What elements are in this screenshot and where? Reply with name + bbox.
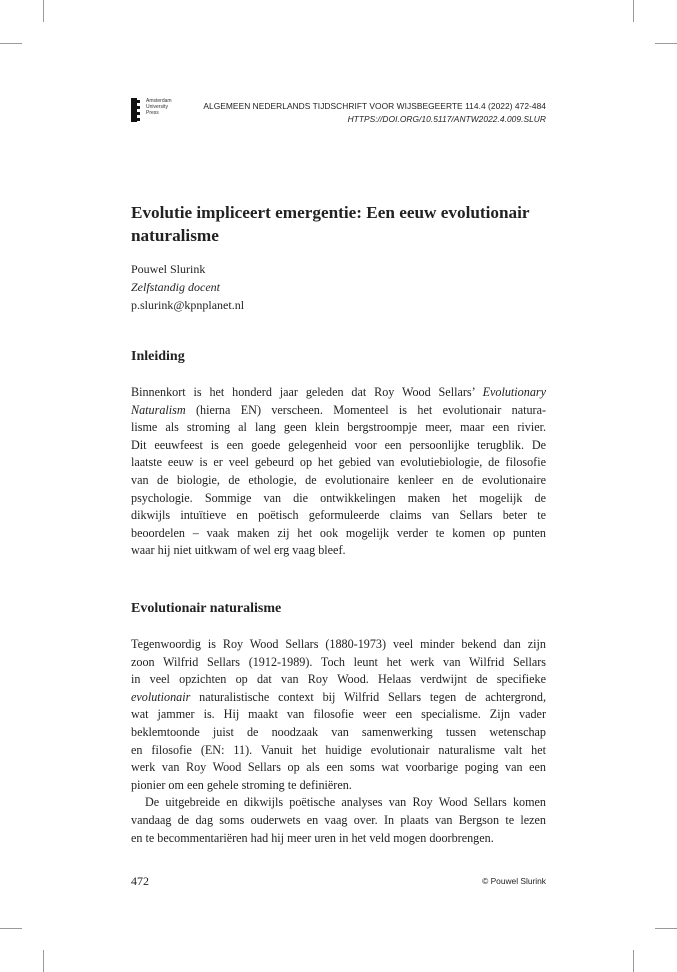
page-number: 472 <box>131 874 149 888</box>
copyright-notice: © Pouwel Slurink <box>482 876 546 886</box>
crop-mark <box>0 928 22 929</box>
crop-mark <box>0 43 22 44</box>
crop-mark <box>43 0 44 22</box>
author-block <box>131 260 244 314</box>
author-name: Pouwel Slurink <box>131 262 206 276</box>
doi-link[interactable]: HTTPS://DOI.ORG/10.5117/ANTW2022.4.009.SLUR <box>347 114 546 124</box>
paragraph: Tegenwoordig is Roy Wood Sellars (1880-1973) veel minder bekend dan zijn zoon Wilfrid Sellars (1912-1989). Toch leunt het werk van Wilfrid Sellars in veel opzichten op dat van Roy Wood. Helaas verdwijnt de specifieke evolutionair naturalistische context bij Wilfrid Sellars tegen de achtergrond, wat jammer is. Hij maakt van filosofie weer een specialisme. Zijn vader beklemtoonde juist de noodzaak van samenwerking tussen wetenschap en filosofie (EN: 11). Vanuit het huidige evolutionair naturalisme valt het werk van Roy Wood Sellars op als een soms wat voorbarige poging van een pionier om een gehele stroming te definiëren. De uitgebreide en dikwijls poëtische analyses van Roy Wood Sellars komen vandaag de dag soms ouderwets en vaag over. In plaats van Bergson te lezen en te becommentariëren had hij meer uren in het veld mogen doorbrengen. <box>131 637 546 845</box>
article-title: Evolutie impliceert emergentie: Een eeuw evolutionair naturalisme <box>131 203 530 245</box>
crop-mark <box>633 950 634 972</box>
paragraph: Binnenkort is het honderd jaar geleden dat Roy Wood Sellars’ Evolutionary Naturalism (hierna EN) verscheen. Momenteel is het evolutionair natura- lisme als stroming al lang geen klein bergstroompje meer, maar een rivier. Dit eeuwfeest is een goede gelegenheid voor een persoonlijke terugblik. De laatste eeuw is er veel gebeurd op het gebied van evolutiebiologie, de filosofie van de biologie, de ethologie, de evolutionaire kenleer en de evolutionaire psychologie. Sommige van die ontwikkelingen maken het mogelijk de dikwijls intuïtieve en poëtisch geformuleerde claims van Sellars beter te beoordelen – vaak maken zij het ook mogelijk verder te komen op punten waar hij niet uitkwam of wel erg vaag bleef. <box>131 385 546 558</box>
author-affiliation: Zelfstandig docent <box>131 280 220 294</box>
publisher-logo <box>131 98 172 122</box>
section-heading-inleiding: Inleiding <box>131 349 185 364</box>
crop-mark <box>633 0 634 22</box>
running-header <box>203 100 546 126</box>
crop-mark <box>43 950 44 972</box>
section-heading-evolutionair-naturalisme: Evolutionair naturalisme <box>131 601 282 616</box>
crop-mark <box>655 43 677 44</box>
publisher-logo-text: Amsterdam University Press <box>146 98 172 116</box>
journal-citation: ALGEMEEN NEDERLANDS TIJDSCHRIFT VOOR WIJSBEGEERTE 114.4 (2022) 472-484 <box>203 101 546 111</box>
author-email[interactable]: p.slurink@kpnplanet.nl <box>131 298 245 312</box>
publisher-logo-icon <box>131 98 141 122</box>
crop-mark <box>655 928 677 929</box>
